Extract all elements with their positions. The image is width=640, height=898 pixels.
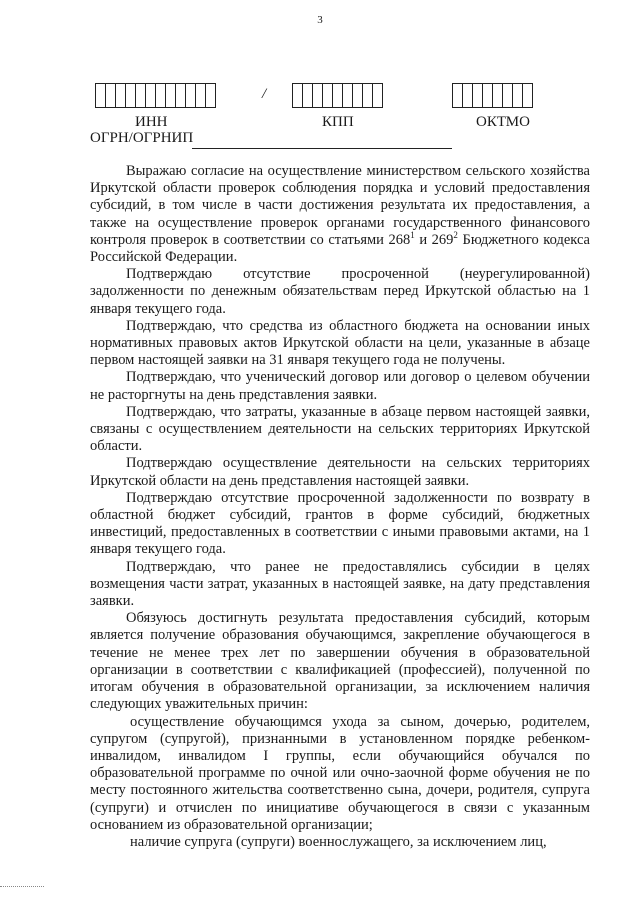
page-number: 3 [317, 14, 323, 26]
paragraph-overdue: Подтверждаю отсутствие просроченной задолженности по возврату в областной бюджет субсидий, грантов в форме субсидий, бюджетных инвестиций, предоставленных в соответствии с иными правовыми актами, на 1 января текущего года. [90, 489, 590, 558]
separator-slash: / [262, 86, 267, 102]
ogrn-line [192, 148, 452, 149]
paragraph-obligation: Обязуюсь достигнуть результата предоставления субсидий, которым является получение образования обучающимся, закрепление обучающегося в течение не менее трех лет по завершении обучения в образовательной организации в соответствии с квалификацией (профессией), полученной по итогам обучения в образовательной организации, за исключением наличия следующих уважительных причин: [90, 610, 590, 713]
kpp-boxes [292, 83, 382, 108]
scan-edge-mark [0, 886, 44, 887]
entry-cell[interactable] [372, 83, 383, 108]
paragraph-costs: Подтверждаю, что затраты, указанные в абзаце первом настоящей заявки, связаны с осуществлением деятельности на сельских территориях Иркутской области. [90, 403, 590, 455]
entry-cell[interactable] [205, 83, 216, 108]
paragraph-reason-military: наличие супруга (супруги) военнослужащего, за исключением лиц, [130, 833, 547, 850]
ogrn-label: ОГРН/ОГРНИП [90, 130, 194, 146]
paragraph-contract: Подтверждаю, что ученический договор или договор о целевом обучении не расторгнуты на день представления заявки. [90, 369, 590, 403]
inn-boxes [95, 83, 215, 108]
entry-cell[interactable] [522, 83, 533, 108]
inn-label: ИНН [135, 114, 168, 130]
paragraph-debt: Подтверждаю отсутствие просроченной (неурегулированной) задолженности по денежным обязательствам перед Иркутской областью на 1 января текущего года. [90, 266, 590, 317]
paragraph-previous: Подтверждаю, что ранее не предоставлялись субсидии в целях возмещения части затрат, указанных в настоящей заявке, на дату представления заявки. [90, 558, 590, 610]
consent-text-mid: и 269 [414, 231, 454, 248]
kpp-label: КПП [322, 114, 354, 130]
sup-2: 2 [453, 229, 458, 240]
consent-text-end: Бюджетного кодекса Российской Федерации. [90, 231, 590, 266]
consent-paragraph [90, 163, 590, 266]
document-body [90, 163, 590, 851]
oktmo-boxes [452, 83, 532, 108]
oktmo-label: ОКТМО [476, 114, 530, 130]
consent-text: Выражаю согласие на осуществление министерством сельского хозяйства Иркутской области проверок соблюдения порядка и условий предоставления субсидий, в том числе в части достижения результата их предоставления, а также на осуществление проверок органами государственного финансового контроля проверок в соответствии со статьями 268 [90, 163, 590, 248]
sup-1: 1 [410, 229, 415, 240]
paragraph-funds: Подтверждаю, что средства из областного бюджета на основании иных нормативных правовых актов Иркутской области на цели, указанные в абзаце первом настоящей заявки на 31 января текущего года не получены. [90, 317, 590, 369]
paragraph-activity: Подтверждаю осуществление деятельности на сельских территориях Иркутской области на день представления настоящей заявки. [90, 455, 590, 489]
paragraph-reason-care: осуществление обучающимся ухода за сыном, дочерью, родителем, супругом (супругой), признанными в установленном порядке ребенком-инвалидом, инвалидом I группы, если обучающийся обучался по образовательной программе по очной или очно-заочной форме обучения не по месту постоянного жительства соответственно сына, дочери, родителя, супруга (супруги) и отчислен по инициативе обучающегося в связи с указанным основанием из образовательной организации; [90, 713, 590, 833]
